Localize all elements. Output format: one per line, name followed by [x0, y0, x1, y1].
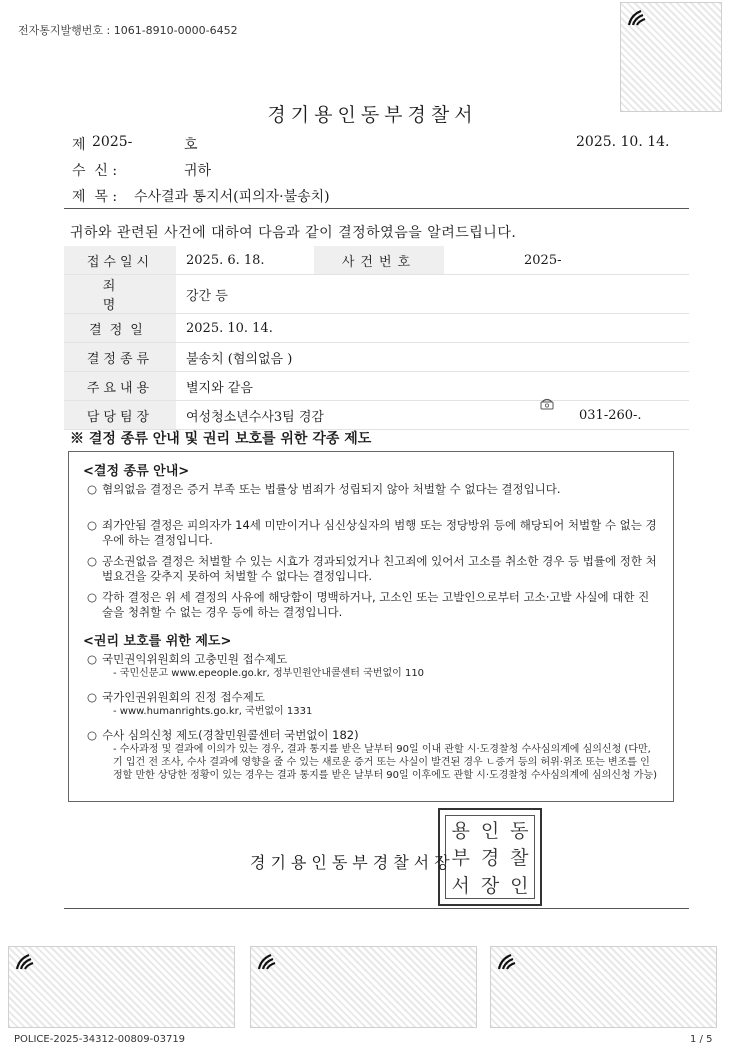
table-row — [64, 401, 689, 430]
bullet: ○ — [87, 728, 98, 742]
table-row — [64, 343, 689, 372]
list-item — [87, 554, 659, 584]
list-item — [87, 482, 659, 497]
divider-bottom — [64, 908, 689, 909]
decision-type-value: 불송치 (혐의없음 ) — [176, 343, 689, 372]
seal-char: 용 — [451, 820, 470, 843]
rights-item-detail: - 수사과정 및 결과에 이의가 있는 경우, 결과 통지를 받은 날부터 90일 이내 관할 시·도경찰청 수사심의계에 심의신청 (다만, 기 입건 전 조사, 수사 결과에 영향을 줄 수 있는 새로운 증거 또는 사실이 발견된 경우 ㄴ증거 등의 허위·위조 또는 변조를 인정할 만한 상당한 정황이 있는 경우는 결과 통지를 받은 날부터 90일 이후에도 관할 시·도경찰청 수사심의계에 심의신청 가능) — [113, 744, 658, 781]
bullet: ○ — [87, 652, 98, 666]
received-value: 2025. 6. 18. — [176, 246, 314, 275]
table-row — [64, 246, 689, 275]
rights-item-detail: - www.humanrights.go.kr, 국번없이 1331 — [113, 706, 313, 717]
closing-signature: 경기용인동부경찰서장 — [250, 853, 455, 872]
recipient-label: 수 신 : — [72, 163, 118, 179]
seal-char: 인 — [480, 820, 500, 843]
content-value: 별지와 같음 — [176, 372, 689, 401]
guide-item-text: 죄가안됨 결정은 피의자가 14세 미만이거나 심신상실자의 범행 또는 정당방위 등에 해당되어 처벌할 수 없는 경우에 하는 결정입니다. — [102, 518, 657, 547]
doc-no-year: 2025- — [92, 134, 133, 150]
info-box — [68, 451, 674, 802]
seal-grid — [445, 815, 535, 899]
case-no-value: 2025- — [444, 246, 689, 275]
team-value: 여성청소년수사3팀 경감 — [176, 401, 551, 430]
guide-item-text: 혐의없음 결정은 증거 부족 또는 법률상 범죄가 성립되지 않아 처벌할 수 없다는 결정입니다. — [102, 482, 561, 496]
decision-type-label: 결정종류 — [64, 343, 176, 372]
case-info-table — [64, 246, 689, 430]
charge-label: 죄 명 — [64, 275, 176, 314]
list-item — [87, 590, 659, 620]
qr-code-top — [620, 2, 722, 112]
doc-date: 2025. 10. 14. — [576, 134, 670, 150]
page-number: 1 / 5 — [690, 1034, 713, 1045]
content-label: 주요내용 — [64, 372, 176, 401]
qr-corner-mark — [15, 953, 37, 971]
seal-char: 서 — [451, 874, 470, 897]
rights-item-title: 국민권익위원회의 고충민원 접수제도 — [102, 652, 288, 666]
bullet: ○ — [87, 554, 98, 568]
case-no-label: 사건번호 — [314, 246, 444, 275]
doc-no-label: 제 — [72, 137, 86, 153]
qr-code-bottom-2 — [250, 946, 477, 1028]
electronic-notice-number: 전자통지발행번호 : 1061-8910-0000-6452 — [18, 24, 238, 37]
qr-corner-mark — [497, 953, 519, 971]
notice-heading: ※ 결정 종류 안내 및 권리 보호를 위한 각종 제도 — [70, 431, 372, 447]
intro-text: 귀하와 관련된 사건에 대하여 다음과 같이 결정하였음을 알려드립니다. — [70, 225, 517, 241]
seal-char: 동 — [510, 820, 529, 843]
received-label: 접수일시 — [64, 246, 176, 275]
qr-code-bottom-1 — [8, 946, 235, 1028]
rights-item-detail: - 국민신문고 www.epeople.go.kr, 정부민원안내콜센터 국번없이 110 — [113, 668, 425, 679]
list-item — [87, 728, 659, 782]
list-item — [87, 690, 659, 718]
seal-char: 부 — [451, 847, 470, 870]
seal-char: 경 — [480, 847, 500, 870]
seal-char: 찰 — [510, 847, 529, 870]
phone-icon — [540, 398, 554, 410]
bullet: ○ — [87, 690, 98, 704]
divider-top — [64, 208, 689, 209]
seal-char: 장 — [480, 874, 500, 897]
table-row — [64, 372, 689, 401]
table-row — [64, 275, 689, 314]
decision-date-value: 2025. 10. 14. — [176, 314, 689, 343]
rights-heading: <권리 보호를 위한 제도> — [83, 634, 232, 649]
rights-item-title: 국가인권위원회의 진정 접수제도 — [102, 690, 265, 704]
subject-label: 제 목 : — [72, 189, 118, 205]
recipient-value: 귀하 — [184, 163, 212, 179]
subject-value: 수사결과 통지서(피의자·불송치) — [134, 189, 330, 205]
guide-heading: <결정 종류 안내> — [83, 464, 190, 479]
footer-doc-id: POLICE-2025-34312-00809-03719 — [14, 1034, 186, 1045]
list-item — [87, 652, 659, 680]
qr-corner-mark — [257, 953, 279, 971]
qr-corner-mark — [627, 9, 649, 27]
list-item — [87, 518, 659, 548]
doc-no-suffix: 호 — [184, 137, 198, 153]
decision-date-label: 결정일 — [64, 314, 176, 343]
bullet: ○ — [87, 482, 98, 496]
qr-code-bottom-3 — [490, 946, 717, 1028]
bullet: ○ — [87, 518, 98, 532]
seal-char: 인 — [510, 874, 529, 897]
document-title: 경기용인동부경찰서 — [267, 104, 478, 126]
rights-item-title: 수사 심의신청 제도(경찰민원콜센터 국번없이 182) — [102, 728, 359, 742]
charge-value: 강간 등 — [176, 275, 689, 314]
team-label: 담당팀장 — [64, 401, 176, 430]
table-row — [64, 314, 689, 343]
guide-item-text: 공소권없음 결정은 처벌할 수 있는 시효가 경과되었거나 친고죄에 있어서 고소를 취소한 경우 등 법률에 정한 처벌요건을 갖추지 못하여 처벌할 수 없다는 결정입니다. — [102, 554, 657, 583]
bullet: ○ — [87, 590, 98, 604]
phone-value: 031-260-. — [551, 401, 689, 430]
guide-item-text: 각하 결정은 위 세 결정의 사유에 해당함이 명백하거나, 고소인 또는 고발인으로부터 고소·고발 사실에 대한 진술을 청취할 수 없는 경우 등에 하는 결정입니다. — [102, 590, 650, 619]
